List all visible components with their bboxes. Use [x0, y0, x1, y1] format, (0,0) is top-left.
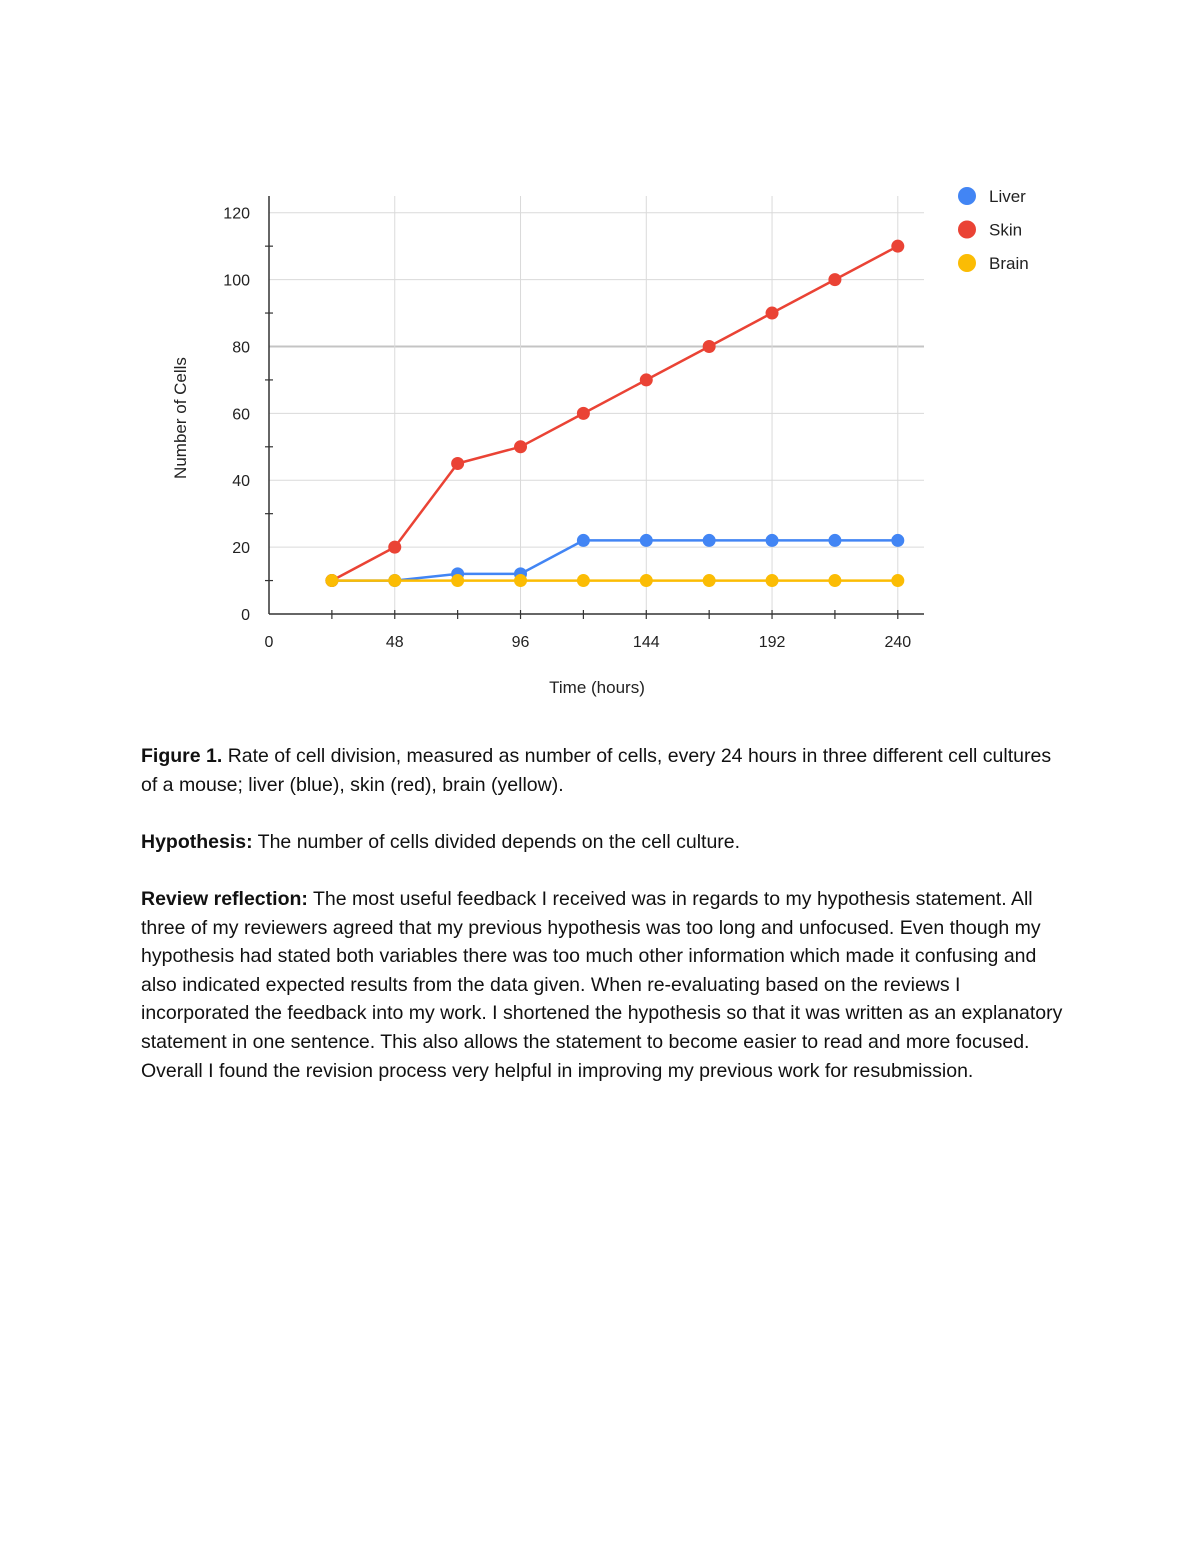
data-point-brain	[451, 574, 464, 587]
data-point-brain	[640, 574, 653, 587]
legend-marker-brain	[958, 254, 976, 272]
x-axis-title: Time (hours)	[549, 678, 645, 697]
figure-label: Figure 1.	[141, 745, 223, 767]
data-point-liver	[891, 534, 904, 547]
x-tick-label: 192	[758, 634, 786, 651]
x-tick-label: 96	[511, 634, 530, 651]
x-tick-label: 144	[632, 634, 660, 651]
data-point-brain	[388, 574, 401, 587]
reflection-text: The most useful feedback I received was in regards to my hypothesis statement. All three of my reviewers agreed that my previous hypothesis was too long and unfocused. Even though my hypothesis had stated both variables there was too much other information which made it confusing and also indicated expected results from the data given. When re-evaluating based on the reviews I incorporated the feedback into my work. I shortened the hypothesis so that it was written as an explanatory statement in one sentence. This also allows the statement to become easier to read and more focused. Overall I found the revision process very helpful in improving my previous work for resubmission.	[141, 888, 1063, 1082]
hypothesis-text: The number of cells divided depends on the cell culture.	[252, 831, 741, 853]
series-liver	[325, 534, 904, 587]
hypothesis	[141, 828, 1071, 857]
y-tick-label: 80	[232, 339, 250, 357]
y-tick-label: 60	[232, 406, 250, 424]
data-point-brain	[766, 574, 779, 587]
figure-caption-text: Rate of cell division, measured as number of cells, every 24 hours in three different cell cultures of a mouse; liver (blue), skin (red), brain (yellow).	[141, 745, 1052, 796]
figure-caption	[141, 742, 1071, 799]
legend-marker-liver	[958, 187, 976, 205]
y-tick-label: 100	[223, 272, 250, 290]
x-tick-label: 240	[884, 634, 912, 651]
grid-lines	[269, 196, 924, 614]
legend-label-skin: Skin	[989, 220, 1023, 240]
y-tick-label: 20	[232, 540, 250, 558]
cell-division-chart	[0, 0, 1200, 720]
data-point-skin	[388, 541, 401, 554]
data-point-skin	[828, 273, 841, 286]
reflection-label: Review reflection:	[141, 888, 308, 910]
data-point-liver	[828, 534, 841, 547]
y-tick-label: 120	[223, 205, 250, 223]
data-point-liver	[703, 534, 716, 547]
review-reflection	[141, 885, 1071, 1085]
data-point-skin	[577, 407, 590, 420]
x-tick-label: 0	[264, 634, 274, 651]
data-point-brain	[325, 574, 338, 587]
data-point-brain	[891, 574, 904, 587]
legend	[958, 187, 1029, 273]
data-point-skin	[514, 440, 527, 453]
series-line-liver	[332, 540, 898, 580]
legend-marker-skin	[958, 221, 976, 239]
legend-label-liver: Liver	[989, 187, 1026, 206]
legend-label-brain: Brain	[989, 254, 1029, 273]
hypothesis-label: Hypothesis:	[141, 831, 253, 853]
data-point-liver	[640, 534, 653, 547]
data-point-liver	[766, 534, 779, 547]
data-point-skin	[640, 373, 653, 386]
data-point-skin	[891, 240, 904, 253]
data-point-skin	[451, 457, 464, 470]
y-tick-label: 0	[241, 607, 250, 624]
y-axis-title: Number of Cells	[171, 357, 190, 479]
data-point-brain	[577, 574, 590, 587]
y-tick-label: 40	[232, 473, 250, 491]
data-point-brain	[703, 574, 716, 587]
data-point-skin	[703, 340, 716, 353]
data-point-skin	[766, 307, 779, 320]
data-point-brain	[514, 574, 527, 587]
series-brain	[325, 574, 904, 587]
data-point-brain	[828, 574, 841, 587]
data-point-liver	[577, 534, 590, 547]
x-tick-label: 48	[385, 634, 404, 651]
